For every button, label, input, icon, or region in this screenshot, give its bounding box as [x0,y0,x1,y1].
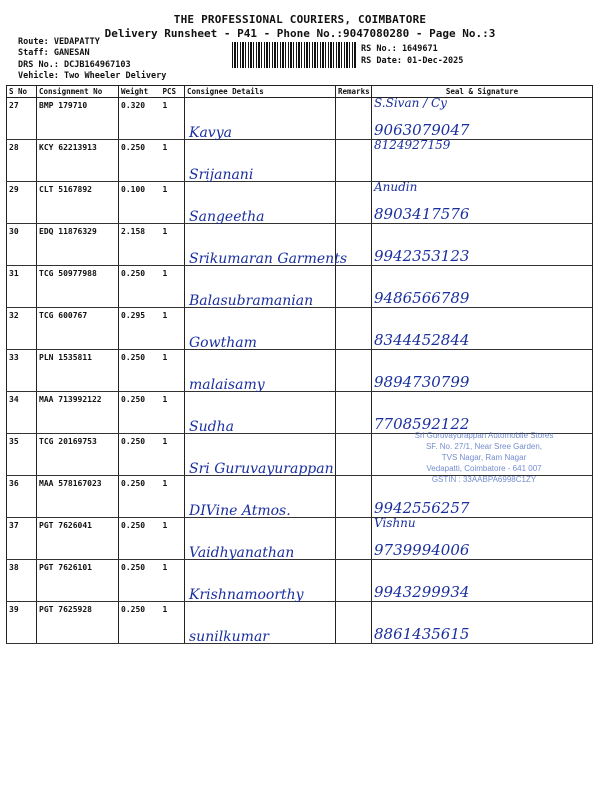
row-consignee [185,518,336,560]
row-pcs: 1 [161,392,185,434]
row-remarks [336,308,372,350]
consignee-name: malaisamy [189,377,265,393]
row-pcs: 1 [161,98,185,140]
row-pcs: 1 [161,602,185,644]
row-sno: 30 [7,224,37,266]
row-sno: 28 [7,140,37,182]
row-sno: 33 [7,350,37,392]
signature-mark: Vishnu [374,516,416,530]
row-seal-signature [372,140,593,182]
row-seal-signature [372,392,593,434]
table-row [7,518,593,560]
row-consignment-no: PGT 7626041 [37,518,119,560]
row-weight: 2.158 [119,224,161,266]
stamp-line: Sri Guruvayurappan Automobile Stores [414,431,554,440]
receiver-phone: 8903417576 [374,205,470,223]
row-pcs: 1 [161,140,185,182]
row-sno: 36 [7,476,37,518]
rs-date: RS Date: 01-Dec-2025 [361,56,464,66]
consignee-name: Sudha [189,419,234,435]
row-seal-signature [372,602,593,644]
table-row [7,224,593,266]
row-remarks [336,182,372,224]
row-sno: 38 [7,560,37,602]
row-sno: 35 [7,434,37,476]
row-consignee [185,476,336,518]
row-consignment-no: KCY 62213913 [37,140,119,182]
row-pcs: 1 [161,476,185,518]
row-consignee [185,266,336,308]
row-consignee [185,182,336,224]
row-remarks [336,560,372,602]
receiver-phone: 9942353123 [374,247,470,265]
row-sno: 31 [7,266,37,308]
row-seal-signature [372,224,593,266]
stamp-line: TVS Nagar, Ram Nagar [441,453,527,462]
row-weight: 0.250 [119,476,161,518]
row-weight: 0.250 [119,560,161,602]
row-seal-signature [372,182,593,224]
row-sno: 29 [7,182,37,224]
row-sno: 39 [7,602,37,644]
table-row [7,308,593,350]
row-remarks [336,602,372,644]
row-weight: 0.295 [119,308,161,350]
row-weight: 0.250 [119,392,161,434]
signature-mark: S.Sivan / Cy [374,96,447,110]
row-weight: 0.250 [119,266,161,308]
row-consignment-no: CLT 5167892 [37,182,119,224]
row-weight: 0.250 [119,140,161,182]
receiver-phone: 9739994006 [374,541,470,559]
row-pcs: 1 [161,308,185,350]
consignee-name: Krishnamoorthy [189,587,304,603]
receiver-phone: 8861435615 [374,625,470,643]
consignee-name: sunilkumar [189,629,269,645]
col-consignee: Consignee Details [185,86,336,98]
stamp-line: Vedapatti, Coimbatore - 641 007 [426,464,542,473]
consignee-name: Vaidhyanathan [189,545,295,561]
rs-number: RS No.: 1649671 [361,44,438,54]
row-seal-signature [372,308,593,350]
row-consignee [185,434,336,476]
row-seal-signature [372,350,593,392]
receiver-phone: 9486566789 [374,289,470,307]
receiver-phone: 7708592122 [374,415,470,433]
consignee-name: Balasubramanian [189,293,314,309]
consignee-name: Srikumaran Garments [189,251,347,267]
table-row [7,560,593,602]
row-weight: 0.250 [119,434,161,476]
staff-label: Staff: GANESAN [18,48,90,58]
row-consignee [185,602,336,644]
table-row [7,98,593,140]
consignee-name: DIVine Atmos. [189,503,291,519]
signature-mark: 8124927159 [374,138,451,152]
row-consignee [185,308,336,350]
row-seal-signature [372,266,593,308]
row-consignment-no: PGT 7626101 [37,560,119,602]
row-weight: 0.320 [119,98,161,140]
row-pcs: 1 [161,434,185,476]
drs-number: DRS No.: DCJB164967103 [18,60,131,70]
row-remarks [336,350,372,392]
row-consignment-no: BMP 179710 [37,98,119,140]
row-remarks [336,140,372,182]
table-row [7,140,593,182]
row-remarks [336,434,372,476]
row-consignee [185,350,336,392]
row-consignment-no: EDQ 11876329 [37,224,119,266]
row-sno: 32 [7,308,37,350]
row-consignment-no: PGT 7625928 [37,602,119,644]
row-remarks [336,476,372,518]
row-sno: 37 [7,518,37,560]
consignee-name: Sri Guruvayurappan [189,461,334,477]
row-consignment-no: PLN 1535811 [37,350,119,392]
row-consignment-no: MAA 578167023 [37,476,119,518]
col-weight: Weight [119,86,161,98]
row-consignee [185,224,347,267]
table-row [7,602,593,644]
col-seal: Seal & Signature [372,86,593,98]
row-pcs: 1 [161,266,185,308]
row-pcs: 1 [161,350,185,392]
receiver-phone: 9942556257 [374,499,470,517]
row-remarks [336,392,372,434]
row-seal-signature [372,518,593,560]
row-consignee [185,140,336,182]
row-pcs: 1 [161,182,185,224]
table-row [7,392,593,434]
table-row [7,266,593,308]
stamp-line: SF. No. 27/1, Near Sree Garden, [425,442,543,451]
row-sno: 27 [7,98,37,140]
barcode [232,42,356,68]
consignee-name: Sangeetha [189,209,265,225]
row-remarks [336,266,372,308]
row-weight: 0.250 [119,350,161,392]
consignee-name: Gowtham [189,335,257,351]
table-row [7,350,593,392]
row-sno: 34 [7,392,37,434]
col-pcs: PCS [161,86,185,98]
row-consignment-no: TCG 20169753 [37,434,119,476]
row-consignee [185,392,336,434]
row-consignment-no: TCG 50977988 [37,266,119,308]
receiver-phone: 9943299934 [374,583,470,601]
row-remarks [336,518,372,560]
route-label: Route: VEDAPATTY [18,37,100,47]
row-consignment-no: MAA 713992122 [37,392,119,434]
row-seal-signature [372,98,593,140]
row-weight: 0.250 [119,518,161,560]
row-weight: 0.250 [119,602,161,644]
col-sno: S No [7,86,37,98]
col-remarks: Remarks [336,86,372,98]
signature-mark: Anudin [374,180,418,194]
col-consignment: Consignment No [37,86,119,98]
row-consignee [185,98,336,140]
row-pcs: 1 [161,224,185,266]
row-consignee [185,560,336,602]
stamp-line: GSTIN : 33AABPA6998C1ZY [431,475,537,484]
consignee-name: Kavya [189,125,232,141]
runsheet-subtitle: Delivery Runsheet - P41 - Phone No.:9047080280 - Page No.:3 [104,27,496,40]
receiver-phone: 9894730799 [374,373,470,391]
company-stamp [384,430,584,485]
row-weight: 0.100 [119,182,161,224]
row-pcs: 1 [161,560,185,602]
runsheet-table [6,85,593,644]
row-pcs: 1 [161,518,185,560]
receiver-phone: 8344452844 [374,331,470,349]
table-row [7,182,593,224]
consignee-name: Srijanani [189,167,254,183]
document-title: THE PROFESSIONAL COURIERS, COIMBATORE [173,13,427,26]
table-header [7,86,593,98]
row-remarks [336,98,372,140]
receiver-phone: 9063079047 [374,121,470,139]
row-consignment-no: TCG 600767 [37,308,119,350]
row-seal-signature [372,560,593,602]
vehicle-label: Vehicle: Two Wheeler Delivery [18,71,167,81]
